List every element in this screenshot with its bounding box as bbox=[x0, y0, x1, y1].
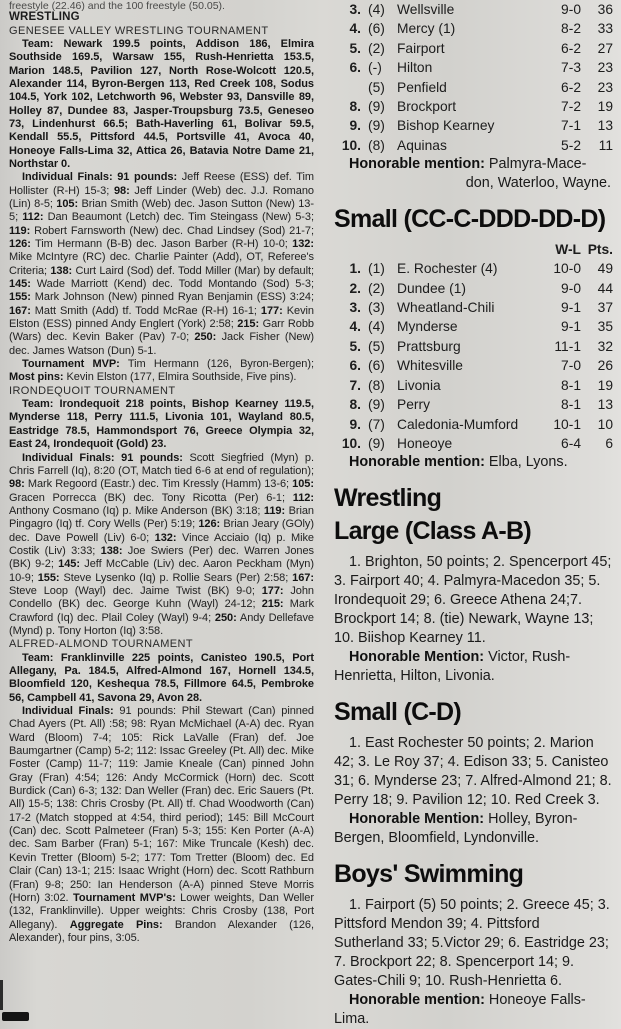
ranking-cell-rank: 9. bbox=[349, 416, 361, 432]
ranking-cell-wl: 9-0 bbox=[561, 280, 581, 296]
ranking-cell-team: Wheatland-Chili bbox=[397, 300, 495, 316]
ranking-cell-team: Fairport bbox=[397, 40, 445, 56]
poll-column-headers bbox=[334, 241, 613, 259]
ranking-cell-team: Penfield bbox=[397, 79, 447, 95]
ranking-cell-prev: (3) bbox=[368, 300, 385, 316]
ranking-cell-rank: 8. bbox=[349, 397, 361, 413]
honorable-mention-swimming: Honorable mention: Honeoye Falls-Lima. bbox=[334, 992, 586, 1028]
ranking-cell-pts: 32 bbox=[597, 338, 613, 354]
wrestling-large-class-heading: Large (Class A-B) bbox=[334, 517, 531, 546]
wrestling-small-cd-heading: Small (C-D) bbox=[334, 698, 462, 727]
ranking-row bbox=[334, 356, 613, 375]
ranking-cell-wl: 5-2 bbox=[561, 137, 581, 153]
ranking-cell-team: Mynderse bbox=[397, 319, 458, 335]
ranking-cell-team: Bishop Kearney bbox=[397, 118, 495, 134]
ranking-cell-team: Prattsburg bbox=[397, 338, 461, 354]
ranking-cell-rank: 9. bbox=[349, 118, 361, 134]
ranking-row bbox=[334, 298, 613, 317]
ranking-cell-rank: 4. bbox=[349, 319, 361, 335]
ranking-row bbox=[334, 279, 613, 298]
column-header-spacer bbox=[334, 241, 535, 259]
ranking-cell-pts: 6 bbox=[605, 435, 613, 451]
ranking-cell-prev: (8) bbox=[368, 137, 385, 153]
ranking-cell-prev: (6) bbox=[368, 21, 385, 37]
ranking-row bbox=[334, 19, 613, 38]
ranking-cell-prev: (6) bbox=[368, 358, 385, 374]
ranking-cell-team: Caledonia-Mumford bbox=[397, 416, 519, 432]
ranking-cell-rank: 8. bbox=[349, 99, 361, 115]
ranking-cell-rank: 3. bbox=[349, 300, 361, 316]
ranking-cell-pts: 10 bbox=[597, 416, 613, 432]
ranking-cell-prev: (5) bbox=[368, 338, 385, 354]
individual-finals-irondequoit: Individual Finals: 91 pounds: Scott Siegfried (Myn) p. Chris Farrell (Iq), 8:20 (OT, Match tied 6-6 at end of regulation); 98: Mark Regoord (Eastr.) dec. Tim Kressly (Hamm) 13-6; 105: Gracen Porrecca (BK) dec. Tony Ricotta (Per) 6-1; 112: Anthony Cosmano (Iq) p. Mike Anderson (BK) 3:18; 119: Brian Pingagro (Iq) tf. Cory Wells (Per) 5:19; 126: Brian Jeary (GOly) dec. Dave Powell (Liv) 6-0; 132: Vince Acciaio (Iq) p. Mike Costik (Liv) 3:33; 138: Joe Swiers (Per) dec. Warren Jones (BK) 9-2; 145: Jeff McCable (Liv) dec. Aaron Peckham (Myn) 10-9; 155: Steve Lysenko (Iq) p. Rollie Sears (Per) 2:58; 167: Steve Loop (Wayl) dec. Jaime Twist (BK) 9-0; 177: John Condello (BK) dec. George Kuhn (Wayl) 24-12; 215: Mark Crawford (Iq) dec. Plail Coley (Wayl) 9-4; 250: Andy Dellefave (Mynd) p. Tony Horton (Iq) 3:58. bbox=[9, 451, 314, 637]
honorable-mention-line: Honorable mention: Palmyra-Mace- bbox=[349, 156, 587, 173]
ranking-cell-pts: 13 bbox=[597, 397, 613, 413]
ranking-cell-pts: 33 bbox=[597, 21, 613, 37]
tournament-mvp-genesee-valley: Tournament MVP: Tim Hermann (126, Byron-Bergen); Most pins: Kevin Elston (177, Elmira Southside, Five pins). bbox=[9, 358, 314, 384]
boys-swimming-heading: Boys' Swimming bbox=[334, 860, 524, 889]
ranking-cell-rank: 10. bbox=[341, 435, 361, 451]
team-scores-genesee-valley: Team: Newark 199.5 points, Addison 186, Elmira Southside 169.5, Warsaw 155, Rush-Henrietta 153.5, Marion 148.5, Pavilion 127, North Rose-Wolcott 120.5, Alexander 114, Byron-Bergen 113, Red Creek 108, Sodus 104.5, York 102, Letchworth 96, Webster 93, Dansville 89, Holley 87, Dundee 83, Jasper-Troupsburg 73.5, Geneseo 73, Lindenhurst 66.5; Bath-Haverling 61, Bolivar 59.5, Kendall 55.5, Pittsford 44.5, Portsville 41, Avoca 40, Honeoye Falls-Lima 32, Attica 26, Batavia Notre Dame 21, Northstar 0. bbox=[9, 37, 314, 170]
honorable-mention-small-poll: Honorable mention: Elba, Lyons. bbox=[349, 454, 568, 471]
tournament-title-genesee-valley: GENESEE VALLEY WRESTLING TOURNAMENT bbox=[9, 24, 269, 37]
ranking-cell-rank: 5. bbox=[349, 338, 361, 354]
ranking-cell-team: Dundee (1) bbox=[397, 280, 467, 296]
individual-finals-alfred-almond: Individual Finals: 91 pounds: Phil Stewart (Can) pinned Chad Ayers (Pt. All) :58; 98: Ryan McMichael (A-A) dec. Ryan Ward (Bloom) 7-4; 105: Rick LaValle (Fran) def. Joe Baumgartner (Camp) 5-2; 112: Issac Greeley (Pt. All) dec. Mike Foster (Camp) 11-7; 119: Jamie Kneale (Can) pinned John Gray (Fran) 4:54; 126: Andy McCormick (Horn) dec. Scott Burdick (Can) 6-3; 132: Dan Weller (Fran) dec. Eric Sauers (Pt. All) 15-5; 138: Chris Crosby (Pt. All) tf. Chad Woodworth (Can) 17-2 (Match stopped at 4:54, third period); 145: Bill McCourt (Can) dec. Scott Palmeteer (Fran) 5-3; 155: Ken Porter (A-A) dec. Sam Barber (Fran) 5-1; 167: Mike Truncale (Kesh) dec. Kevin Tretter (Bloom) 5-2; 177: Tom Tretter (Bloom) dec. Ed Clair (Can) 13-1; 215: Isaac Wright (Horn) dec. Scott Rathburn (Fran) 9-8; 250: Ian Henderson (A-A) pinned Steve Morris (Horn) 3:02. Tournament MVP's: Lower weights, Dan Weller (132, Franklinville). Upper weights: Chris Crosby (138, Port Allegany). Aggregate Pins: Brandon Alexander (126, Alexander), four pins, 3:05. bbox=[9, 705, 314, 944]
ranking-cell-wl: 8-2 bbox=[561, 21, 581, 37]
ranking-cell-pts: 19 bbox=[597, 99, 613, 115]
small-poll-heading: Small (CC-C-DDD-DD-D) bbox=[334, 205, 606, 234]
boys-swimming-results: 1. Fairport (5) 50 points; 2. Greece 45; 3. Pittsford Mendon 39; 4. Pittsford Sutherland 33; 5.Victor 29; 6. Eastridge 23; 7. Brockport 22; 8. Spencerport 14; 9. Gates-Chili 9; 10. Rush-Henrietta 6. bbox=[334, 897, 610, 990]
ranking-cell-pts: 26 bbox=[597, 358, 613, 374]
ranking-cell-prev: (7) bbox=[368, 416, 385, 432]
ranking-cell-rank: 3. bbox=[349, 2, 361, 17]
ranking-cell-wl: 9-1 bbox=[561, 300, 581, 316]
ranking-cell-pts: 23 bbox=[597, 60, 613, 76]
ranking-cell-rank: 6. bbox=[349, 60, 361, 76]
ranking-row bbox=[334, 58, 613, 77]
ranking-row bbox=[334, 259, 613, 278]
ranking-cell-prev: (4) bbox=[368, 2, 385, 17]
ranking-cell-prev: (9) bbox=[368, 435, 385, 451]
ranking-cell-wl: 8-1 bbox=[561, 377, 581, 393]
ranking-cell-wl: 6-2 bbox=[561, 40, 581, 56]
honorable-mention-large-poll bbox=[334, 155, 613, 193]
ranking-cell-prev: (9) bbox=[368, 397, 385, 413]
ranking-row bbox=[334, 136, 613, 155]
honorable-mention-wrestling-large: Honorable Mention: Victor, Rush-Henrietta, Hilton, Livonia. bbox=[334, 649, 571, 685]
ranking-cell-pts: 37 bbox=[597, 300, 613, 316]
ranking-cell-team: Hilton bbox=[397, 60, 433, 76]
right-column bbox=[322, 0, 621, 1029]
ranking-cell-wl: 6-4 bbox=[561, 435, 581, 451]
ranking-row bbox=[334, 337, 613, 356]
honorable-mention-line: don, Waterloo, Wayne. bbox=[465, 175, 611, 192]
column-header-pts: Pts. bbox=[587, 242, 613, 258]
ranking-cell-team: Whitesville bbox=[397, 358, 463, 374]
ranking-cell-prev: (2) bbox=[368, 280, 385, 296]
ranking-cell-wl: 7-2 bbox=[561, 99, 581, 115]
ranking-cell-team: Perry bbox=[397, 397, 430, 413]
ranking-cell-team: Honeoye bbox=[397, 435, 453, 451]
ranking-row bbox=[334, 97, 613, 116]
ranking-row bbox=[334, 395, 613, 414]
wrestling-small-results: 1. East Rochester 50 points; 2. Marion 42; 3. Le Roy 37; 4. Edison 33; 5. Canisteo 31; 6. Mynderse 23; 7. Alfred-Almond 21; 8. Perry 18; 9. Pavilion 12; 10. Red Creek 3. bbox=[334, 735, 612, 809]
cutoff-line-previous-article: freestyle (22.46) and the 100 freestyle (50.05). bbox=[9, 1, 225, 11]
ranking-cell-prev: (5) bbox=[368, 79, 385, 95]
ranking-row bbox=[334, 376, 613, 395]
ranking-cell-team: Livonia bbox=[397, 377, 441, 393]
tournament-title-irondequoit: IRONDEQUOIT TOURNAMENT bbox=[9, 384, 176, 397]
ranking-row bbox=[334, 317, 613, 336]
ranking-cell-pts: 13 bbox=[597, 118, 613, 134]
ranking-cell-rank: 10. bbox=[341, 137, 361, 153]
ranking-cell-pts: 11 bbox=[598, 137, 613, 153]
ranking-cell-wl: 8-1 bbox=[561, 397, 581, 413]
team-scores-alfred-almond: Team: Franklinville 225 points, Canisteo 190.5, Port Allegany, Pa. 184.5, Alfred-Almond 167, Hornell 134.5, Bloomfield 120, Keshequa 78.5, Fillmore 64.5, Pembroke 56, Campbell 41, Savona 29, Avon 28. bbox=[9, 651, 314, 704]
ranking-cell-rank: 4. bbox=[349, 21, 361, 37]
ranking-cell-pts: 44 bbox=[597, 280, 613, 296]
honorable-mention-wrestling-small: Honorable Mention: Holley, Byron-Bergen, Bloomfield, Lyndonville. bbox=[334, 811, 578, 847]
team-scores-irondequoit: Team: Irondequoit 218 points, Bishop Kearney 119.5, Mynderse 118, Perry 111.5, Livonia 101, Wayland 80.5, Eastridge 78.5, Hammondsport 76, Greece Olympia 32, East 24, Irondequoit (Gold) 23. bbox=[9, 398, 314, 451]
ink-mark-artifact bbox=[2, 1012, 29, 1021]
ranking-cell-team: Brockport bbox=[397, 99, 457, 115]
ranking-cell-prev: (1) bbox=[368, 261, 385, 277]
ranking-cell-team: Wellsville bbox=[397, 2, 455, 17]
ranking-cell-wl: 10-0 bbox=[553, 261, 581, 277]
ranking-cell-wl: 7-1 bbox=[561, 118, 581, 134]
ranking-cell-rank: 1. bbox=[349, 261, 361, 277]
ranking-cell-prev: (9) bbox=[368, 99, 385, 115]
ranking-cell-pts: 27 bbox=[597, 40, 613, 56]
ranking-cell-prev: (-) bbox=[368, 60, 382, 76]
ranking-cell-wl: 6-2 bbox=[561, 79, 581, 95]
ranking-cell-prev: (4) bbox=[368, 319, 385, 335]
small-schools-poll-rows bbox=[334, 259, 613, 453]
ranking-cell-team: Mercy (1) bbox=[397, 21, 456, 37]
wrestling-large-results: 1. Brighton, 50 points; 2. Spencerport 45; 3. Fairport 40; 4. Palmyra-Macedon 35; 5. Irondequoit 29; 6. Greece Athena 24;7. Brockport 14; 8. (tie) Newark, Wayne 13; 10. Biishop Kearney 11. bbox=[334, 554, 612, 647]
ranking-cell-wl: 9-0 bbox=[561, 2, 581, 17]
ranking-cell-prev: (9) bbox=[368, 118, 385, 134]
scan-edge-artifact bbox=[0, 980, 3, 1010]
ranking-cell-pts: 19 bbox=[597, 377, 613, 393]
wrestling-heading: Wrestling bbox=[334, 484, 442, 513]
ranking-cell-pts: 36 bbox=[597, 2, 613, 17]
ranking-row bbox=[334, 434, 613, 453]
ranking-cell-rank: 6. bbox=[349, 358, 361, 374]
ranking-cell-wl: 11-1 bbox=[554, 338, 581, 354]
ranking-row bbox=[334, 415, 613, 434]
tournament-title-alfred-almond: ALFRED-ALMOND TOURNAMENT bbox=[9, 638, 193, 651]
individual-finals-genesee-valley: Individual Finals: 91 pounds: Jeff Reese (ESS) def. Tim Hollister (R-H) 15-3; 98: Jeff Linder (Web) dec. J.J. Romano (Lin) 8-5; 105: Brian Smith (Web) dec. Jason Sutton (New) 13-5; 112: Dan Beaumont (Letch) dec. Tim Steingass (New) 5-3; 119: Robert Farnsworth (New) dec. Chad Lindsey (Sod) 21-7; 126: Tim Hermann (B-B) dec. Jason Barber (R-H) 10-0; 132: Mike McIntyre (RC) dec. Charlie Painter (Add), OT, Referee's Criteria; 138: Curt Laird (Sod) def. Todd Miller (Mar) by default; 145: Wade Marriott (Kend) dec. Todd Montando (Sod) 5-3; 155: Mark Johnson (New) pinned Ryan Benjamin (ESS) 3:24; 167: Matt Smith (Add) tf. Todd McRae (R-H) 16-1; 177: Kevin Elston (ESS) pinned Andy Englert (York) 2:58; 215: Garr Robb (Wars) dec. Kevin Baker (Pav) 7-0; 250: Jack Fisher (New) dec. James Watson (Dun) 5-1. bbox=[9, 171, 315, 357]
ranking-cell-prev: (2) bbox=[368, 40, 385, 56]
ranking-cell-wl: 10-1 bbox=[553, 416, 581, 432]
ranking-cell-wl: 7-0 bbox=[561, 358, 581, 374]
ranking-cell-rank: 7. bbox=[349, 377, 361, 393]
ranking-cell-wl: 7-3 bbox=[561, 60, 581, 76]
ranking-cell-rank bbox=[334, 78, 361, 97]
ranking-cell-team: Aquinas bbox=[397, 137, 447, 153]
ranking-row bbox=[334, 78, 613, 97]
column-header-wl: W-L bbox=[555, 242, 581, 258]
ranking-row bbox=[334, 116, 613, 135]
ranking-cell-pts: 35 bbox=[597, 319, 613, 335]
ranking-cell-rank: 2. bbox=[349, 280, 361, 296]
ranking-row bbox=[334, 0, 613, 19]
ranking-cell-prev: (8) bbox=[368, 377, 385, 393]
ranking-cell-pts: 49 bbox=[597, 261, 613, 277]
ranking-cell-rank: 5. bbox=[349, 40, 361, 56]
ranking-row bbox=[334, 39, 613, 58]
ranking-cell-wl: 9-1 bbox=[561, 319, 581, 335]
large-schools-poll-rows bbox=[334, 0, 613, 155]
wrestling-section-title: WRESTLING bbox=[9, 11, 80, 23]
ranking-cell-pts: 23 bbox=[597, 79, 613, 95]
ranking-cell-team: E. Rochester (4) bbox=[397, 261, 498, 277]
